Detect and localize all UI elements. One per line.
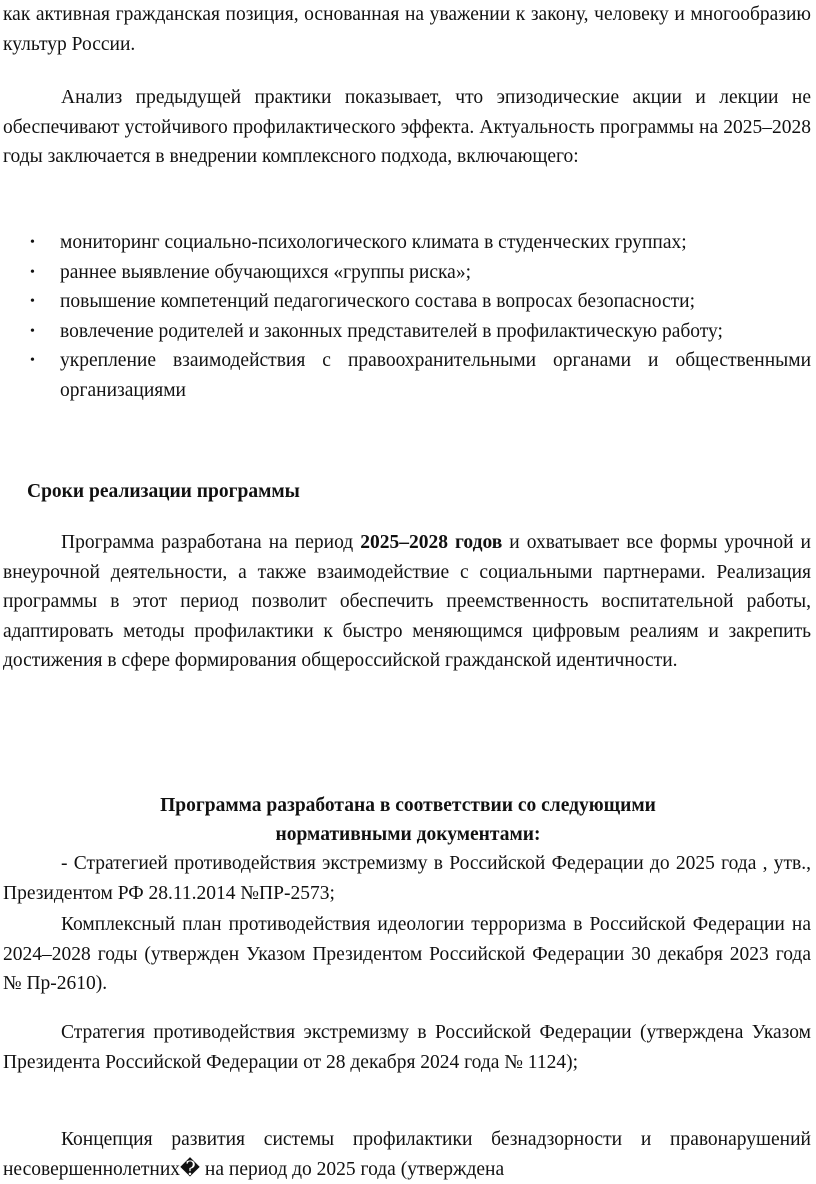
intro-paragraph-tail: как активная гражданская позиция, основанная на уважении к закону, человеку и многообразию культур России. bbox=[3, 4, 811, 55]
docs-heading-line1: Программа разработана в соответствии со следующими bbox=[160, 795, 656, 816]
terms-paragraph: Программа разработана на период 2025–2028 годов и охватывает все формы урочной и внеурочной деятельности, а также взаимодействие с социальными партнерами. Реализация программы в этот период позволит обеспечить преемственность воспитательной работы, адаптировать методы профилактики к быстро меняющимся цифровым реалиям и закрепить достижения в сфере формирования общероссийской гражданской идентичности. bbox=[3, 532, 811, 671]
period-highlight: 2025–2028 годов bbox=[360, 532, 503, 553]
doc-item-concept: Концепция развития системы профилактики безнадзорности и правонарушений несовершеннолетних� на период до 2025 года (утверждена bbox=[3, 1129, 811, 1180]
doc-item-plan-2024: Комплексный план противодействия идеологии терроризма в Российской Федерации на 2024–2028 годы (утвержден Указом Президентом Российской Федерации 30 декабря 2023 года № Пр-2610). bbox=[3, 914, 811, 994]
doc-item-strategy-2024: Стратегия противодействия экстремизму в Российской Федерации (утверждена Указом Президента Российской Федерации от 28 декабря 2024 года № 1124); bbox=[3, 1022, 811, 1073]
list-item: • раннее выявление обучающихся «группы риска»; bbox=[0, 258, 811, 288]
bullet-icon: • bbox=[30, 294, 35, 309]
analysis-paragraph: Анализ предыдущей практики показывает, что эпизодические акции и лекции не обеспечивают устойчивого профилактического эффекта. Актуальность программы на 2025–2028 годы заключается в внедрении комплексного подхода, включающего: bbox=[3, 87, 811, 167]
section-heading-terms: Сроки реализации программы bbox=[27, 481, 300, 502]
doc-item-strategy-2014: - Стратегией противодействия экстремизму в Российской Федерации до 2025 года , утв., Президентом РФ 28.11.2014 №ПР-2573; bbox=[3, 853, 811, 904]
approach-list bbox=[0, 228, 811, 405]
docs-heading-line2: нормативными документами: bbox=[275, 824, 541, 845]
bullet-icon: • bbox=[30, 235, 35, 250]
bullet-icon: • bbox=[30, 323, 35, 339]
list-item: • повышение компетенций педагогического состава в вопросах безопасности; bbox=[0, 287, 811, 317]
bullet-icon: • bbox=[30, 264, 35, 280]
list-item: • мониторинг социально-психологического климата в студенческих группах; bbox=[0, 228, 811, 258]
list-item: • укрепление взаимодействия с правоохранительными органами и общественными организациями bbox=[0, 346, 811, 405]
bullet-icon: • bbox=[30, 353, 35, 368]
list-item: • вовлечение родителей и законных представителей в профилактическую работу; bbox=[0, 317, 811, 347]
